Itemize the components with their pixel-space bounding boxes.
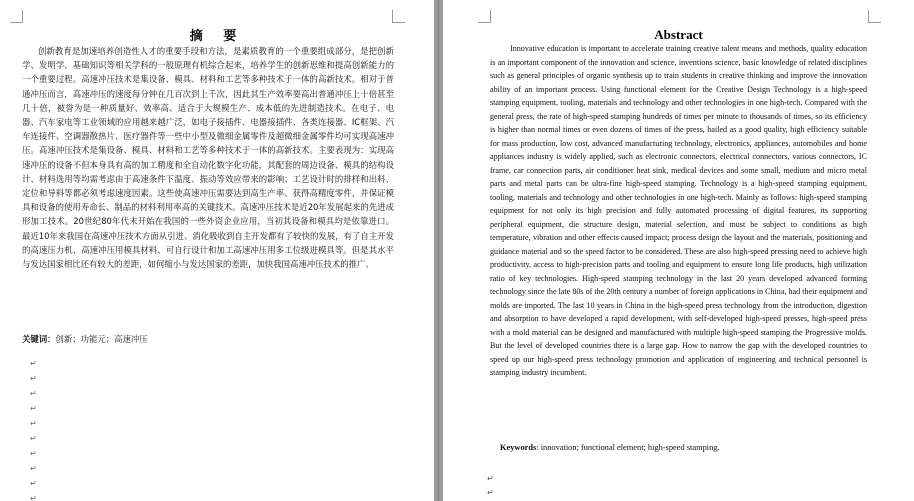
paragraph-mark: ↵ — [30, 494, 37, 501]
english-keywords-label: Keywords — [500, 443, 537, 452]
chinese-abstract-body[interactable]: 创新教育是加速培养创造性人才的重要手段和方法，是素质教育的一个重要组成部分，是把创新学、发明学、基础知识等相关学科的一般原理有机综合起来，培养学生的创新思维和提高创新能力的一个重要过程。高速冲压技术是集设备、模具、材料和工艺等多种技术于一体的高新技术。相对于普通冲压而言，高速冲压的速度每分钟在几百次到上千次，因此其生产效率要高出普通冲压上十倍甚至几十倍，被誉为是一种质量好、效率高、适合于大规模生产、成本低的先进制造技术。在电子、电器、汽车家电等工业领域的应用越来越广泛，如电子接插件、电器接插件、各类连接器、IC框架、汽车连接件、空调器散热片、医疗器件等一些中小型及微细金属零件及超微细金属零件均可实现高速冲压。高速冲压技术是集设备、模具、材料和工艺等多种技术于一体的高新技术。主要表现为：实现高速冲压的设备不但本身具有高的加工精度和全自动化数字化功能，其配套的周边设备、模具的结构设计、材料选用等均需考虑由于高速条件下温度、振动等效应带来的影响；工艺设计时的排样和出料、定位和导料等都必须考虑速度因素。这些使高速冲压需要达到高生产率、获得高精度零件，并保证模具和设备的使用寿命长、制品的材料利用率高的关键技术。高速冲压技术是近20年发展起来的先进成形加工技术。20世纪80年代末开始在我国的一些外资企业应用，当初其设备和模具均是依靠进口。最近10年来我国在高速冲压技术方面从引进、消化吸收到自主开发都有了较快的发展，有了自主开发的高速压力机、高速冲压用模具材料、可自行设计和加工高速冲压用多工位级进模具等。但是其水平与发达国家相比还有较大的差距，如何缩小与发达国家的差距，加快我国高速冲压技术的推广、 — [22, 46, 394, 270]
chinese-empty-paragraph-marks — [30, 356, 40, 501]
english-keywords — [500, 443, 860, 452]
chinese-abstract-title: 摘 要 — [189, 29, 245, 44]
chinese-keywords-value: 创新；功能元；高速冲压 — [55, 334, 148, 344]
paragraph-mark: ↵ — [487, 474, 494, 483]
paragraph-mark: ↵ — [30, 479, 37, 488]
english-abstract-title: Abstract — [654, 27, 703, 42]
paragraph-mark: ↵ — [487, 488, 494, 497]
english-keywords-value: : innovation; functional element; high-speed stamping. — [536, 443, 720, 452]
english-empty-paragraph-marks — [487, 472, 494, 500]
paragraph-mark: ↵ — [30, 449, 37, 458]
paragraph-mark: ↵ — [30, 434, 37, 443]
chinese-keywords-label: 关键词： — [22, 334, 56, 344]
english-abstract-page — [443, 0, 914, 501]
top-right-crop-mark — [392, 10, 405, 23]
chinese-keywords — [22, 333, 394, 345]
top-left-crop-mark — [10, 10, 23, 23]
gutter-line — [438, 0, 439, 501]
paragraph-mark: ↵ — [30, 389, 37, 398]
page-gutter — [434, 0, 443, 501]
paragraph-mark: ↵ — [30, 359, 37, 368]
paragraph-mark: ↵ — [30, 419, 37, 428]
top-right-crop-mark — [868, 10, 881, 23]
chinese-abstract-page — [0, 0, 434, 501]
english-abstract-body[interactable]: Innovative education is important to accelerate training creative talent means and methods, quality education is an important component of the innovation and science, inventions science, basic knowledge of related disciplines such as general principles of organic synthesis up to train students in creative thinking and improve the innovation ability of an important process. Using functional element for the Creative Design Technology is a high-speed stamping equipment, tooling, materials and technology and other technologies in one high-tech. Compared with the general press, the rate of high-speed stamping hundreds of times per minute to thousands of times, so its efficiency is higher than normal times or even dozens of times of the press, hailed as a good quality, high efficiency suitable for mass production, low cost, advanced manufacturing technology, electronics, appliances, automobiles and home appliances industry is widely applied, such as electronic connectors, electrical connectors, various connectors, IC frame, car connection parts, air conditioner heat sink, medical devices and some small, medium and micro metal parts and metal parts can be ultra-fine high-speed stamping. Technology is a high-speed stamping equipment, tooling, materials and technology and other technologies in one high-tech. Mainly as follows: high-speed stamping equipment for not only its high precision and fully automated processing of digital features, its supporting peripheral equipment, die structure design, material selection, and must be subject to conditions as high temperature, vibration and other effects caused impact; process design the layout and the materials, positioning and guidance material and so the speed factor to be considered. These are also high-speed pressing need to achieve high productivity, access to high-precision parts and tooling and equipment to ensure long life products, high utilization ratio of key technologies. High-speed stamping technology in the last 20 years developed advanced forming technology since the late 80s of the 20th century a number of foreign applications in China, had their equipment and molds are imported. The last 10 years in China in the high-speed press technology from the introduction, digestion and absorption to have developed a rapid development, with self-developed high-speed presses, high-speed press with a mold material can be designed and manufactured with multiple high-speed stamping the Progressive molds. But the level of developed countries there is a large gap. How to narrow the gap with the developed countries to speed up our high-speed press technology promotion and application of engineering and technical personnel is stamping industry incumbent. — [490, 44, 867, 377]
paragraph-mark: ↵ — [30, 464, 37, 473]
top-left-crop-mark — [478, 10, 491, 23]
paragraph-mark: ↵ — [30, 374, 37, 383]
paragraph-mark: ↵ — [30, 404, 37, 413]
